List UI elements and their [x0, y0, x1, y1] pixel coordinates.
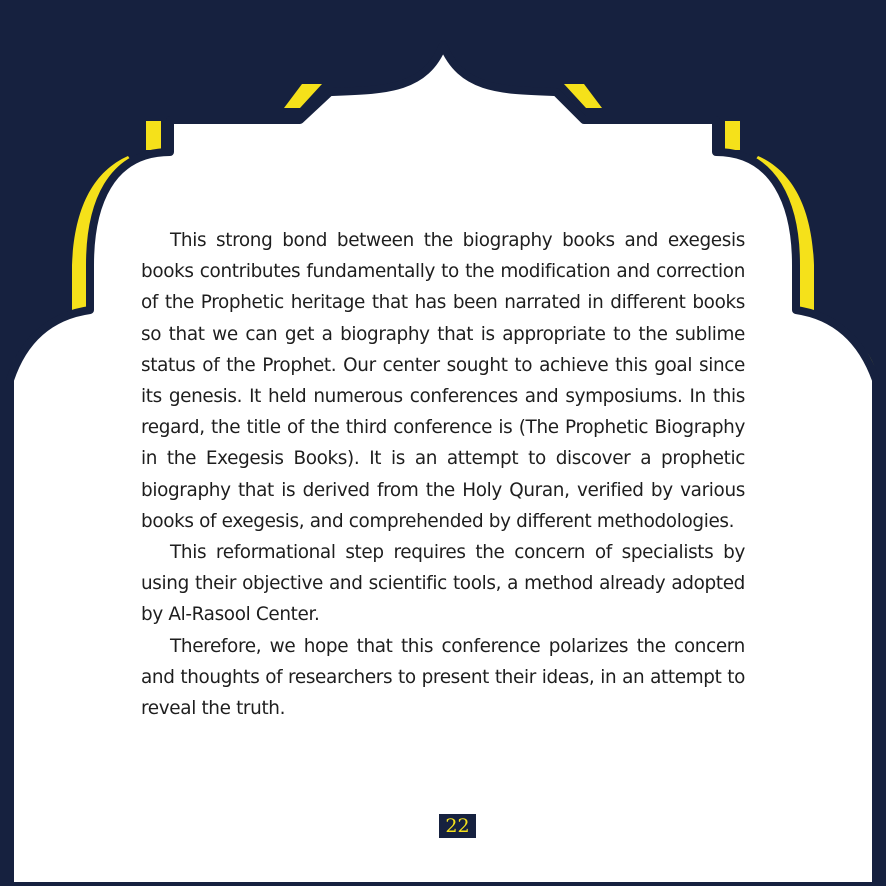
body-text [141, 225, 745, 724]
paragraph-2: This reformational step requires the concern of specialists by using their objective and scientific tools, a method already adopted by Al-Rasool Center. [141, 542, 745, 626]
paragraph-1: This strong bond between the biography books and exegesis books contributes fundamentally to the modification and correction of the Prophetic heritage that has been narrated in different books so that we can get a biography that is appropriate to the sublime status of the Prophet. Our center sought to achieve this goal since its genesis. It held numerous conferences and symposiums. In this regard, the title of the third conference is (The Prophetic Biography in the Exegesis Books). It is an attempt to discover a prophetic biography that is derived from the Holy Quran, verified by various books of exegesis, and comprehended by different methodologies. [141, 230, 745, 532]
paragraph-3: Therefore, we hope that this conference polarizes the concern and thoughts of researchers to present their ideas, in an attempt to reveal the truth. [141, 635, 745, 720]
page-number: 22 [439, 814, 476, 838]
